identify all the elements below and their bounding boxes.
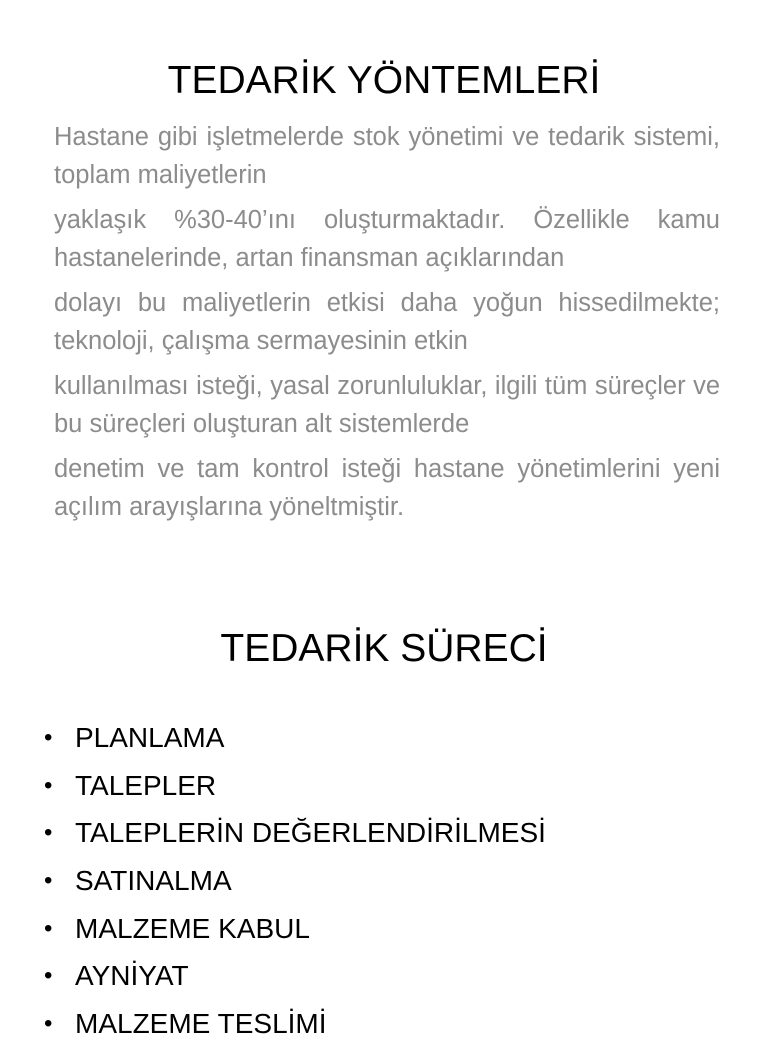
body-paragraph: Hastane gibi işletmelerde stok yönetimi ve tedarik sistemi, toplam maliyetlerin bbox=[54, 123, 720, 189]
bullet-icon: • bbox=[44, 724, 53, 751]
body-paragraph: yaklaşık %30-40’ını oluşturmaktadır. Özellikle kamu hastanelerinde, artan finansman açıklarından bbox=[54, 206, 720, 272]
list-item bbox=[0, 905, 768, 953]
bullet-icon: • bbox=[44, 771, 53, 799]
slide-title: TEDARİK SÜRECİ bbox=[220, 627, 548, 670]
body-paragraph: denetim ve tam kontrol isteği hastane yönetimlerini yeni açılım arayışlarına yöneltmiştir. bbox=[54, 455, 720, 521]
bullet-icon: • bbox=[44, 867, 53, 895]
slide-supply-process bbox=[0, 600, 768, 1040]
list-item bbox=[0, 809, 768, 857]
list-item bbox=[0, 714, 768, 762]
list-item-label: MALZEME KABUL bbox=[75, 912, 310, 944]
list-item-label: PLANLAMA bbox=[75, 722, 225, 753]
list-item bbox=[0, 857, 768, 905]
body-paragraph: kullanılması isteği, yasal zorunluluklar, ilgili tüm süreçler ve bu süreçleri oluşturan alt sistemlerde bbox=[54, 372, 720, 438]
list-item bbox=[0, 762, 768, 810]
list-item-label: MALZEME TESLİMİ bbox=[75, 1008, 327, 1040]
slide-title: TEDARİK YÖNTEMLERİ bbox=[167, 59, 601, 102]
list-item-label: AYNİYAT bbox=[75, 960, 189, 992]
bullet-list bbox=[0, 714, 768, 1048]
list-item bbox=[0, 952, 768, 1000]
bullet-icon: • bbox=[44, 819, 53, 847]
bullet-icon: • bbox=[44, 962, 53, 990]
list-item-label: TALEPLER bbox=[75, 769, 217, 801]
bullet-icon: • bbox=[44, 914, 53, 942]
list-item-label: SATINALMA bbox=[75, 865, 232, 897]
bullet-icon: • bbox=[44, 1010, 53, 1038]
body-paragraph: dolayı bu maliyetlerin etkisi daha yoğun hissedilmekte; teknoloji, çalışma sermayesinin etkin bbox=[54, 289, 720, 355]
list-item-label: TALEPLERİN DEĞERLENDİRİLMESİ bbox=[75, 817, 546, 849]
